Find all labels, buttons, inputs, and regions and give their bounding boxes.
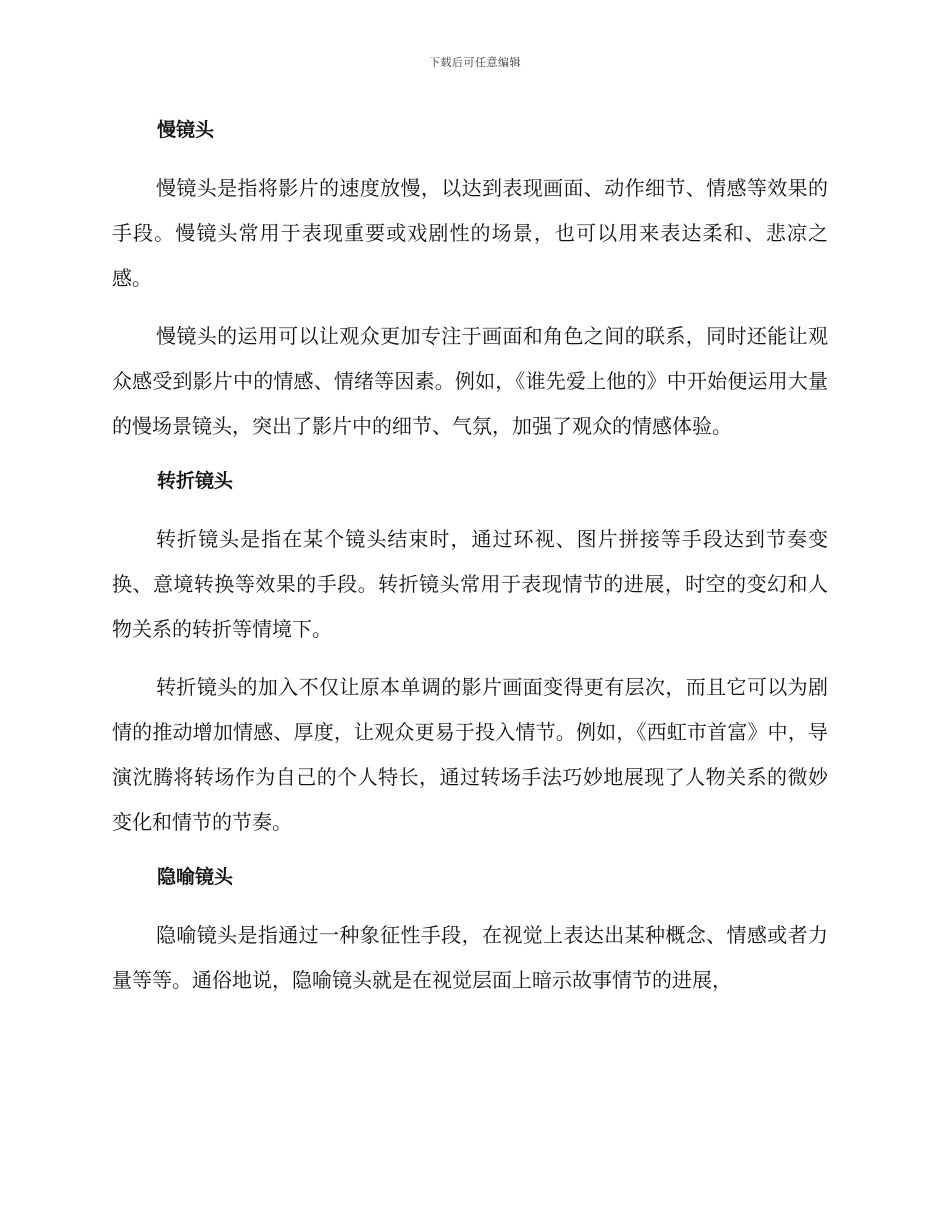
- paragraph: 慢镜头的运用可以让观众更加专注于画面和角色之间的联系，同时还能让观众感受到影片中的情感、情绪等因素。例如，《谁先爱上他的》中开始便运用大量的慢场景镜头，突出了影片中的细节、气氛，加强了观众的情感体验。: [112, 324, 828, 438]
- paragraph: 转折镜头是指在某个镜头结束时，通过环视、图片拼接等手段达到节奏变换、意境转换等效果的手段。转折镜头常用于表现情节的进展，时空的变幻和人物关系的转折等情境下。: [112, 527, 828, 641]
- section-heading-metaphor-shot: 隐喻镜头: [157, 866, 234, 888]
- document-body: [112, 110, 828, 1003]
- paragraph: 隐喻镜头是指通过一种象征性手段，在视觉上表达出某种概念、情感或者力量等等。通俗地说，隐喻镜头就是在视觉层面上暗示故事情节的进展，: [112, 923, 828, 992]
- paragraph: 慢镜头是指将影片的速度放慢，以达到表现画面、动作细节、情感等效果的手段。慢镜头常用于表现重要或戏剧性的场景，也可以用来表达柔和、悲凉之感。: [112, 176, 828, 290]
- section-heading-slow-motion: 慢镜头: [157, 119, 215, 141]
- paragraph: 转折镜头的加入不仅让原本单调的影片画面变得更有层次，而且它可以为剧情的推动增加情感、厚度，让观众更易于投入情节。例如，《西虹市首富》中，导演沈腾将转场作为自己的个人特长，通过转场手法巧妙地展现了人物关系的微妙变化和情节的节奏。: [112, 675, 828, 834]
- section-heading-transition-shot: 转折镜头: [157, 470, 234, 492]
- page-header-note: 下载后可任意编辑: [429, 56, 521, 69]
